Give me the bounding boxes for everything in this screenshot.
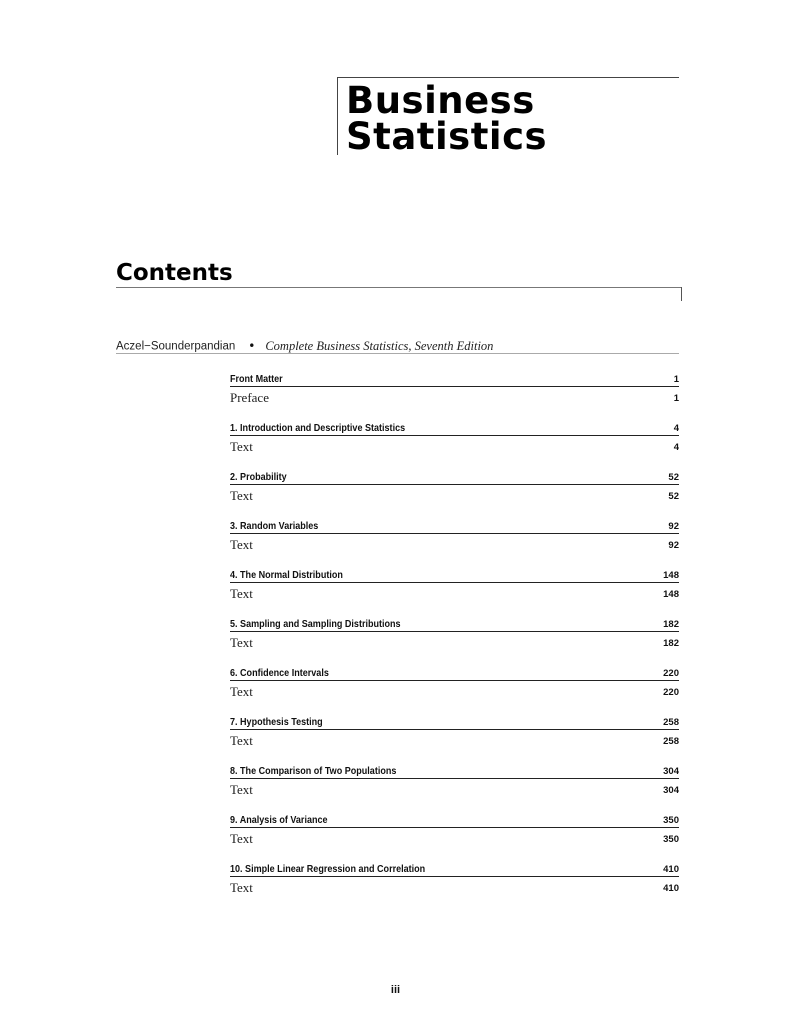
toc-section-header[interactable] [230,569,679,583]
toc-section-header[interactable] [230,667,679,681]
contents-heading: Contents [116,260,233,286]
toc-subentry[interactable] [230,389,679,406]
toc-subentry-page: 350 [663,834,679,845]
toc-subentry-page: 304 [663,785,679,796]
toc-subentry[interactable] [230,683,679,700]
toc-subentry-page: 258 [663,736,679,747]
toc-section-title[interactable]: 2. Probability [230,471,287,483]
toc-subentry[interactable] [230,732,679,749]
toc-subentry[interactable] [230,830,679,847]
toc-section-title[interactable]: 10. Simple Linear Regression and Correlation [230,863,426,875]
toc-section [230,422,679,471]
contents-rule [116,287,682,288]
toc-section [230,765,679,814]
toc-subentry-page: 148 [663,589,679,600]
toc-section-page: 220 [663,668,679,679]
toc-section-page: 350 [663,815,679,826]
credit-rule [116,353,679,354]
toc-subentry-title[interactable]: Text [230,880,253,895]
toc-subentry-title[interactable]: Text [230,439,253,454]
book-title-line-1: Business [346,79,535,122]
toc-subentry-page: 4 [673,442,679,453]
toc-section [230,618,679,667]
toc-section [230,471,679,520]
toc-section-header[interactable] [230,471,679,485]
toc-section-title[interactable]: 4. The Normal Distribution [230,569,343,581]
toc-subentry-title[interactable]: Text [230,586,253,601]
toc-subentry[interactable] [230,438,679,455]
toc-subentry-title[interactable]: Text [230,782,253,797]
toc-section-page: 1 [673,374,679,385]
toc-section-title[interactable]: 8. The Comparison of Two Populations [230,765,397,777]
book-title-block [337,77,679,158]
toc-section-header[interactable] [230,520,679,534]
toc-subentry-page: 220 [663,687,679,698]
toc-section [230,814,679,863]
toc-subentry[interactable] [230,879,679,896]
toc-section-header[interactable] [230,373,679,387]
toc-section-title[interactable]: 9. Analysis of Variance [230,814,328,826]
toc-subentry[interactable] [230,634,679,651]
toc-section-title[interactable]: 7. Hypothesis Testing [230,716,323,728]
toc-section-header[interactable] [230,863,679,877]
toc-section-page: 304 [663,766,679,777]
toc-section [230,716,679,765]
toc-subentry[interactable] [230,781,679,798]
toc-section-header[interactable] [230,765,679,779]
toc-section-page: 4 [673,423,679,434]
toc-section-header[interactable] [230,716,679,730]
toc-subentry-title[interactable]: Preface [230,390,269,405]
toc-subentry-title[interactable]: Text [230,635,253,650]
toc-subentry[interactable] [230,536,679,553]
authors: Aczel−Sounderpandian [116,340,236,353]
toc-section-page: 92 [668,521,679,532]
toc-section-page: 182 [663,619,679,630]
toc-subentry-title[interactable]: Text [230,684,253,699]
toc-section [230,667,679,716]
toc-section-title[interactable]: 5. Sampling and Sampling Distributions [230,618,401,630]
toc-section-header[interactable] [230,618,679,632]
credit-separator: • [248,339,256,354]
toc-subentry-title[interactable]: Text [230,831,253,846]
toc-section-page: 410 [663,864,679,875]
contents-rule-tick [681,287,682,301]
table-of-contents [230,373,679,912]
toc-subentry-title[interactable]: Text [230,488,253,503]
toc-subentry-page: 92 [668,540,679,551]
toc-subentry[interactable] [230,487,679,504]
toc-section [230,520,679,569]
toc-subentry-title[interactable]: Text [230,537,253,552]
page-number: iii [390,984,401,996]
toc-subentry-page: 52 [668,491,679,502]
toc-subentry[interactable] [230,585,679,602]
toc-section-header[interactable] [230,422,679,436]
toc-section [230,569,679,618]
book-credit-line [116,337,679,353]
toc-section-header[interactable] [230,814,679,828]
edition-title: Complete Business Statistics, Seventh Edition [265,338,494,353]
toc-subentry-page: 1 [673,393,679,404]
toc-section-title[interactable]: Front Matter [230,373,283,385]
book-title-line-2: Statistics [346,115,548,158]
title-top-rule [337,77,679,78]
book-title [346,79,548,158]
toc-section-page: 148 [663,570,679,581]
toc-section [230,863,679,912]
toc-subentry-page: 182 [663,638,679,649]
toc-section-title[interactable]: 1. Introduction and Descriptive Statistics [230,422,406,434]
title-left-rule [337,77,338,155]
toc-section-page: 258 [663,717,679,728]
toc-subentry-title[interactable]: Text [230,733,253,748]
toc-section-title[interactable]: 6. Confidence Intervals [230,667,329,679]
toc-section [230,373,679,422]
toc-section-title[interactable]: 3. Random Variables [230,520,319,532]
toc-section-page: 52 [668,472,679,483]
toc-subentry-page: 410 [663,883,679,894]
